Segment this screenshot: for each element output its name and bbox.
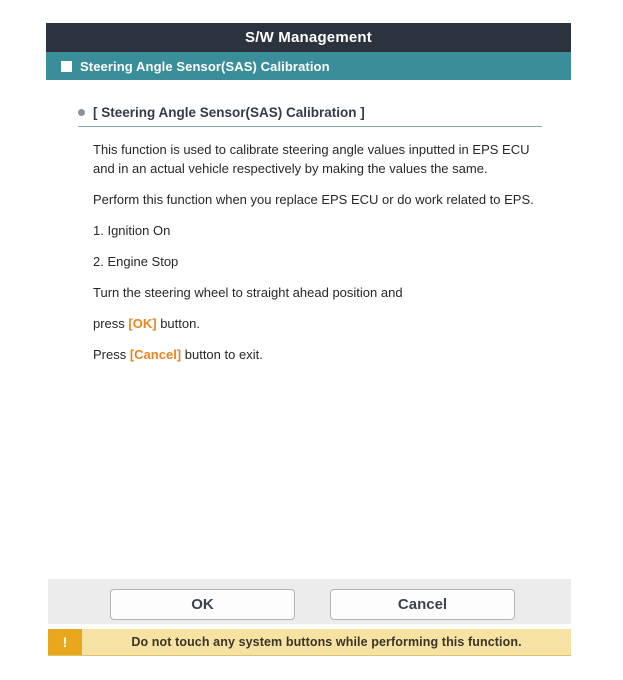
body-line: 1. Ignition On: [93, 223, 171, 238]
body-line: This function is used to calibrate steering angle values inputted in EPS ECU: [93, 142, 530, 157]
ok-button[interactable]: OK: [110, 589, 295, 620]
heading-underline: [78, 126, 542, 127]
function-header-bar: [46, 52, 571, 80]
section-heading-label: [ Steering Angle Sensor(SAS) Calibration ]: [93, 105, 365, 120]
warning-message-area: [82, 629, 571, 655]
body-line: [93, 345, 553, 364]
warning-bar: [48, 629, 571, 656]
body-line-text: button.: [156, 316, 200, 331]
footer-button-bar: [48, 579, 571, 624]
cancel-button[interactable]: Cancel: [330, 589, 515, 620]
instruction-text: [93, 140, 553, 364]
page-title: S/W Management: [245, 29, 372, 46]
section-heading: [78, 105, 365, 120]
body-line: [93, 314, 553, 333]
cancel-keyword: [Cancel]: [129, 347, 182, 362]
body-line-text: press: [93, 316, 129, 331]
exclamation-icon: !: [48, 629, 82, 655]
function-title: Steering Angle Sensor(SAS) Calibration: [80, 58, 330, 74]
ok-keyword: [OK]: [128, 316, 157, 331]
body-line: Perform this function when you replace EPS ECU or do work related to EPS.: [93, 192, 534, 207]
window-title-bar: [46, 23, 571, 52]
warning-message: Do not touch any system buttons while performing this function.: [131, 635, 522, 649]
body-line: 2. Engine Stop: [93, 254, 179, 269]
body-line-text: Press: [93, 347, 130, 362]
body-line: Turn the steering wheel to straight ahead position and: [93, 285, 403, 300]
body-line: and in an actual vehicle respectively by making the values the same.: [93, 161, 488, 176]
body-line-text: button to exit.: [181, 347, 263, 362]
square-bullet-icon: [61, 61, 72, 72]
dot-bullet-icon: [78, 109, 85, 116]
